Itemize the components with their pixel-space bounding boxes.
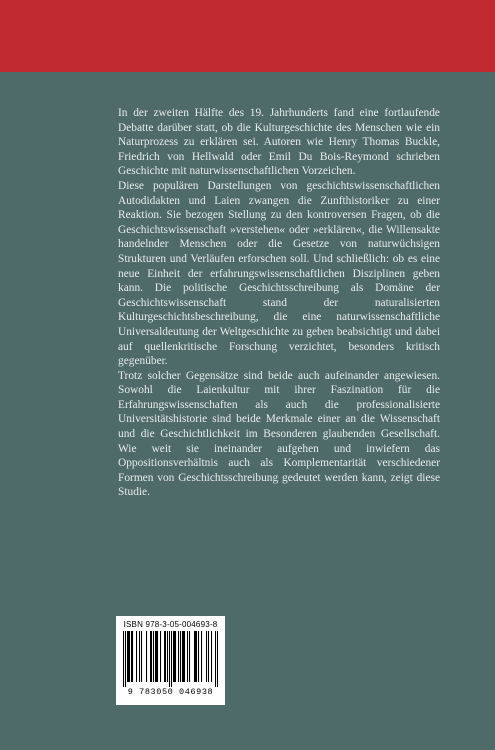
barcode-bar [217, 631, 218, 687]
barcode-bar [174, 631, 175, 682]
barcode-bar [141, 631, 142, 682]
barcode-bar [171, 631, 172, 687]
barcode-bar [136, 631, 137, 682]
barcode-bar [146, 631, 147, 682]
isbn-label: ISBN 978-3-05-004693-8 [123, 620, 218, 629]
barcode-bar [208, 631, 209, 682]
blurb-paragraph-3: Trotz solcher Gegensätze sind beide auch aufeinander angewiesen. Sowohl die Laienkultur mit ihrer Faszination für die Erfahrungswissenschaften als auch die professionalisierte Universitätshistorie sind beide Merkmale einer an die Wissenschaft und die Geschichtlichkeit im Besonderen glaubenden Gesellschaft. Wie weit sie ineinander aufgehen und inwiefern das Oppositionsverhältnis auch als Komplementarität verschiedener Formen von Geschichtsschreibung gedeutet werden kann, zeigt diese Studie. [118, 369, 440, 499]
barcode-bar [211, 631, 212, 682]
barcode-bar [157, 631, 158, 682]
barcode-bar [131, 631, 132, 682]
barcode-bar [206, 631, 207, 682]
barcode-bar [139, 631, 140, 682]
barcode-bar [150, 631, 151, 682]
barcode-bar [165, 631, 166, 682]
top-color-band [0, 0, 495, 72]
barcode-bar [160, 631, 161, 682]
barcode-bar [167, 631, 168, 682]
barcode-bar [196, 631, 197, 682]
barcode-bar [125, 631, 126, 687]
blurb-paragraph-2: Diese populären Darstellungen von geschichtswissenschaftlichen Autodidakten und Laien zwangen die Zunfthistoriker zu einer Reaktion. Sie bezogen Stellung zu den kontroversen Fragen, ob die Geschichtswissenschaft »verstehen« oder »erklären«, die Willensakte handelnder Menschen oder die Gesetze von naturwüchsigen Strukturen und Verläufen erforschen soll. Und schließlich: ob es eine neue Einheit der erfahrungswissenschaftlichen Disziplinen geben kann. Die politische Geschichtsschreibung als Domäne der Geschichtswissenschaft stand der naturalisierten Kulturgeschichtsbeschreibung, die eine naturwissenschaftliche Universaldeutung der Weltgeschichte zu geben beabsichtigt und dabei auf quellenkritische Forschung verzichtet, besonders kritisch gegenüber. [118, 179, 440, 368]
barcode-bar [184, 631, 185, 682]
barcode-bar [156, 631, 157, 682]
barcode-bar [178, 631, 179, 682]
ean-digits: 9 783050 046938 [127, 687, 214, 697]
barcode-bar [155, 631, 156, 682]
barcode-bar [194, 631, 195, 682]
barcode-bar [132, 631, 133, 682]
barcode-bar [187, 631, 188, 682]
barcode-bar [183, 631, 184, 682]
barcode-bar [180, 631, 181, 682]
barcode-bar [164, 631, 165, 682]
blurb-paragraph-1: In der zweiten Hälfte des 19. Jahrhunderts fand eine fortlaufende Debatte darüber statt, ob die Kulturgeschichte des Menschen wie ein Naturprozess zu erklären sei. Autoren wie Henry Thomas Buckle, Friedrich von Hellwald oder Emil Du Bois-Reymond schrieben Geschichte mit naturwissenschaftlichen Vorzeichen. [118, 107, 440, 178]
barcode-bar [195, 631, 196, 682]
back-cover-blurb [118, 106, 440, 500]
barcode-bar [175, 631, 176, 682]
isbn-barcode-box [116, 616, 225, 705]
barcode-icon [123, 631, 218, 687]
barcode-bar [215, 631, 216, 687]
barcode-bar [201, 631, 202, 682]
barcode-bar [151, 631, 152, 682]
barcode-bar [189, 631, 190, 682]
barcode-bar [128, 631, 129, 682]
barcode-bar [127, 631, 128, 682]
barcode-bar [169, 631, 170, 687]
barcode-bar [182, 631, 183, 682]
barcode-bar [123, 631, 124, 687]
barcode-bar [173, 631, 174, 682]
barcode-bar [153, 631, 154, 682]
barcode-bar [129, 631, 130, 682]
barcode-bar [198, 631, 199, 682]
